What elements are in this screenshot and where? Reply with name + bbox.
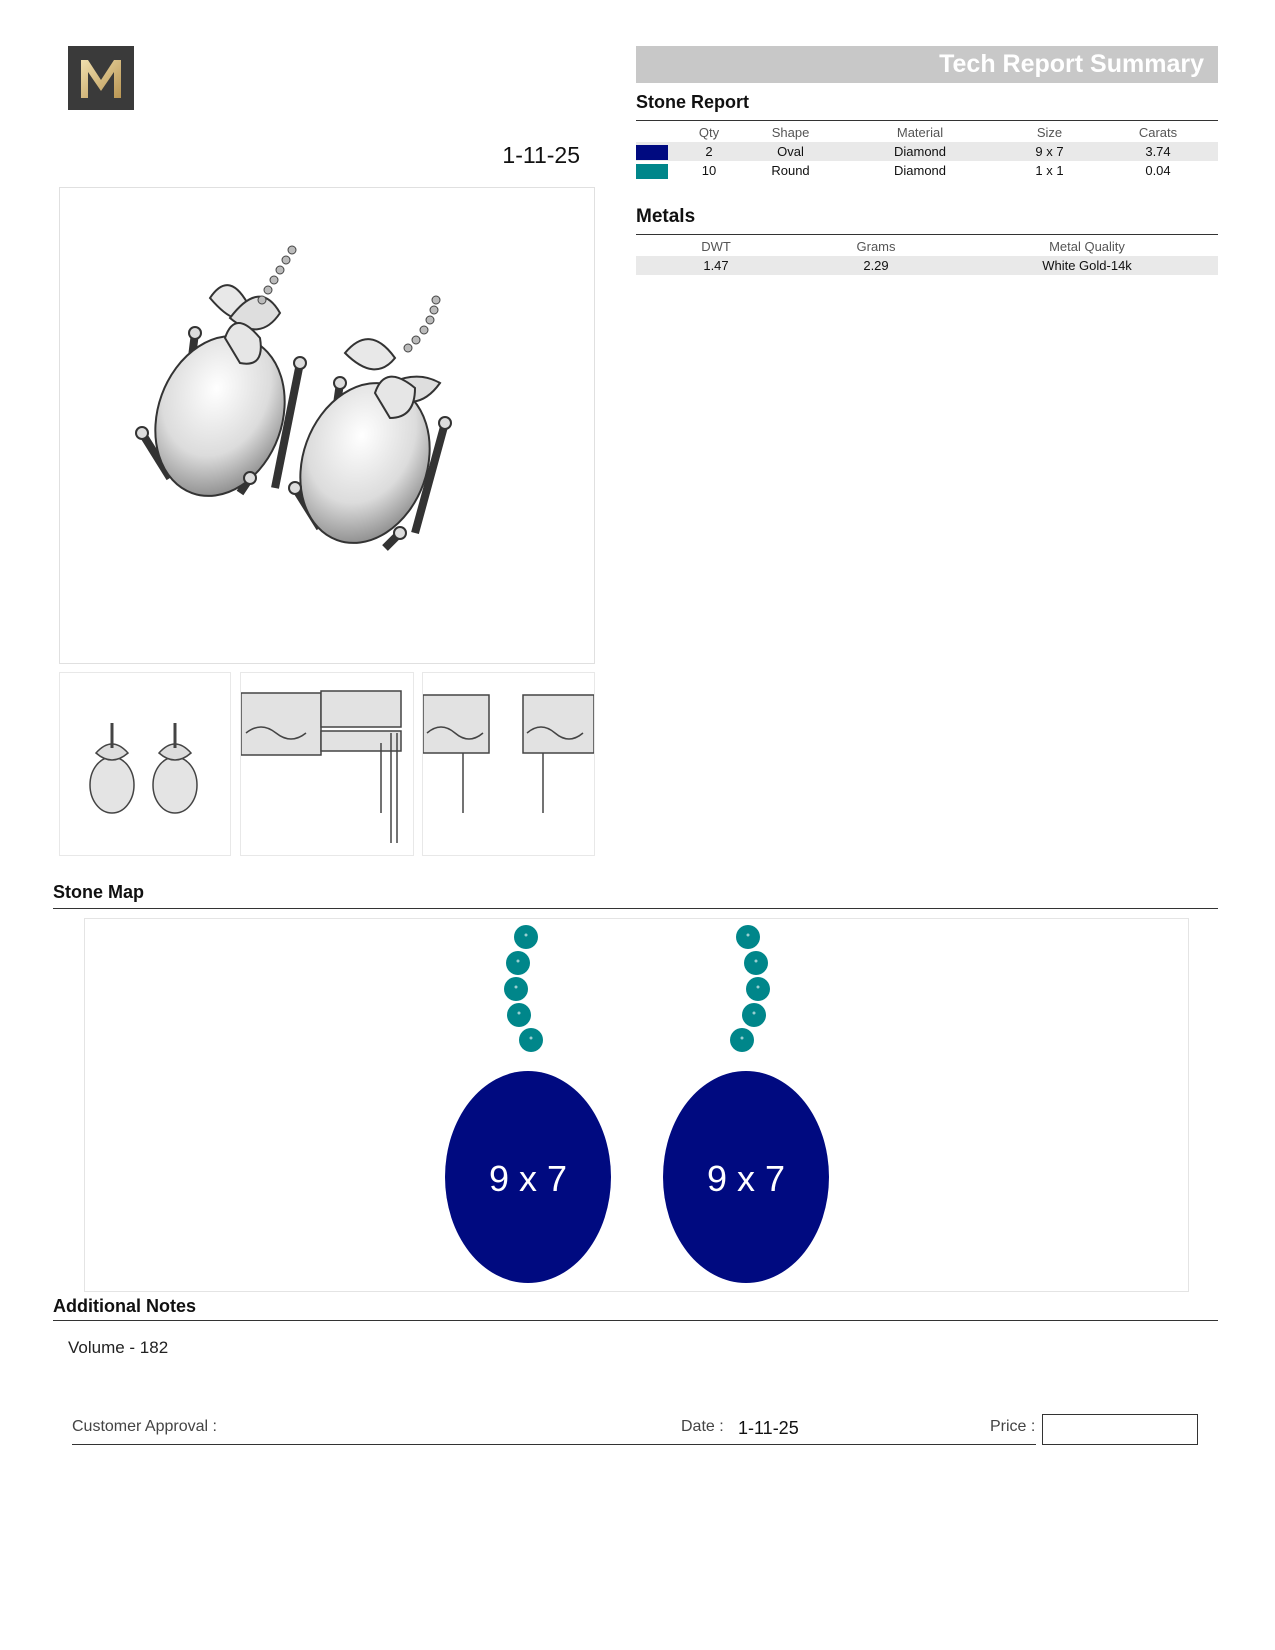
carats-cell: 0.04: [1145, 163, 1171, 178]
stone-map-diagram: [84, 918, 1189, 1292]
round-color-swatch: [636, 164, 668, 179]
stone-report-divider: [636, 120, 1218, 121]
round-stone: [744, 951, 768, 975]
material-cell: Diamond: [839, 142, 1001, 161]
material-cell: Diamond: [893, 163, 947, 178]
oval-size-label-left: 9 x 7: [488, 1158, 568, 1199]
table-row: [636, 142, 1218, 161]
main-render-view: [59, 187, 595, 664]
round-stone: [746, 977, 770, 1001]
dwt-cell: 1.47: [636, 256, 796, 275]
round-stone: [742, 1003, 766, 1027]
round-stone: [504, 977, 528, 1001]
stone-report-title: Stone Report: [636, 92, 750, 112]
size-cell: 1 x 1: [1035, 163, 1064, 178]
metal-quality-cell: White Gold-14k: [956, 256, 1218, 275]
notes-text: Volume - 182: [68, 1338, 169, 1357]
customer-approval-signature-line[interactable]: [72, 1444, 1036, 1445]
document-date: 1-11-25: [502, 142, 580, 168]
oval-color-swatch: [636, 145, 668, 160]
round-stone: [736, 925, 760, 949]
front-view-thumbnail: [59, 672, 231, 856]
metals-header-row: [636, 236, 1218, 256]
notes-divider: [53, 1320, 1218, 1321]
metals-divider: [636, 234, 1218, 235]
stone-report-table: [636, 122, 1218, 180]
approval-date-value: 1-11-25: [738, 1418, 799, 1438]
price-label: Price :: [990, 1418, 1036, 1435]
company-logo: [68, 46, 134, 110]
oval-size-label-right: 9 x 7: [706, 1158, 786, 1199]
column-header: Material: [896, 124, 944, 140]
date-label: Date :: [681, 1418, 724, 1435]
stone-map-divider: [53, 908, 1218, 909]
additional-notes-title: Additional Notes: [53, 1296, 196, 1316]
round-stone: [730, 1028, 754, 1052]
round-stone: [507, 1003, 531, 1027]
side-view-thumbnail: [240, 672, 414, 856]
round-stone: [514, 925, 538, 949]
column-header: Grams: [856, 238, 896, 254]
round-stones-right: [730, 925, 770, 1052]
profile-view-thumbnail: [422, 672, 595, 856]
column-header: Shape: [771, 124, 810, 140]
customer-approval-label: Customer Approval :: [72, 1418, 217, 1435]
carats-cell: 3.74: [1098, 142, 1218, 161]
column-header: Metal Quality: [1049, 238, 1125, 254]
earrings-render-image: [60, 188, 594, 663]
column-header: Carats: [1138, 124, 1178, 140]
qty-cell: 2: [676, 142, 742, 161]
stone-report-header-row: [636, 122, 1218, 142]
size-cell: 9 x 7: [1001, 142, 1098, 161]
round-stone: [506, 951, 530, 975]
grams-cell: 2.29: [796, 256, 956, 275]
column-header: Qty: [698, 124, 720, 140]
price-field[interactable]: [1042, 1414, 1198, 1445]
table-row: [636, 161, 1218, 180]
metals-title: Metals: [636, 206, 696, 227]
round-stone: [519, 1028, 543, 1052]
report-header-bar: [636, 46, 1218, 83]
column-header: DWT: [701, 238, 731, 254]
column-header: Size: [1036, 124, 1063, 140]
qty-cell: 10: [701, 163, 717, 178]
report-title: Tech Report Summary: [939, 50, 1204, 78]
table-row: [636, 256, 1218, 275]
shape-cell: Oval: [742, 142, 839, 161]
stone-map-title: Stone Map: [53, 882, 145, 902]
shape-cell: Round: [771, 163, 810, 178]
metals-table: [636, 236, 1218, 275]
round-stones-left: [504, 925, 543, 1052]
